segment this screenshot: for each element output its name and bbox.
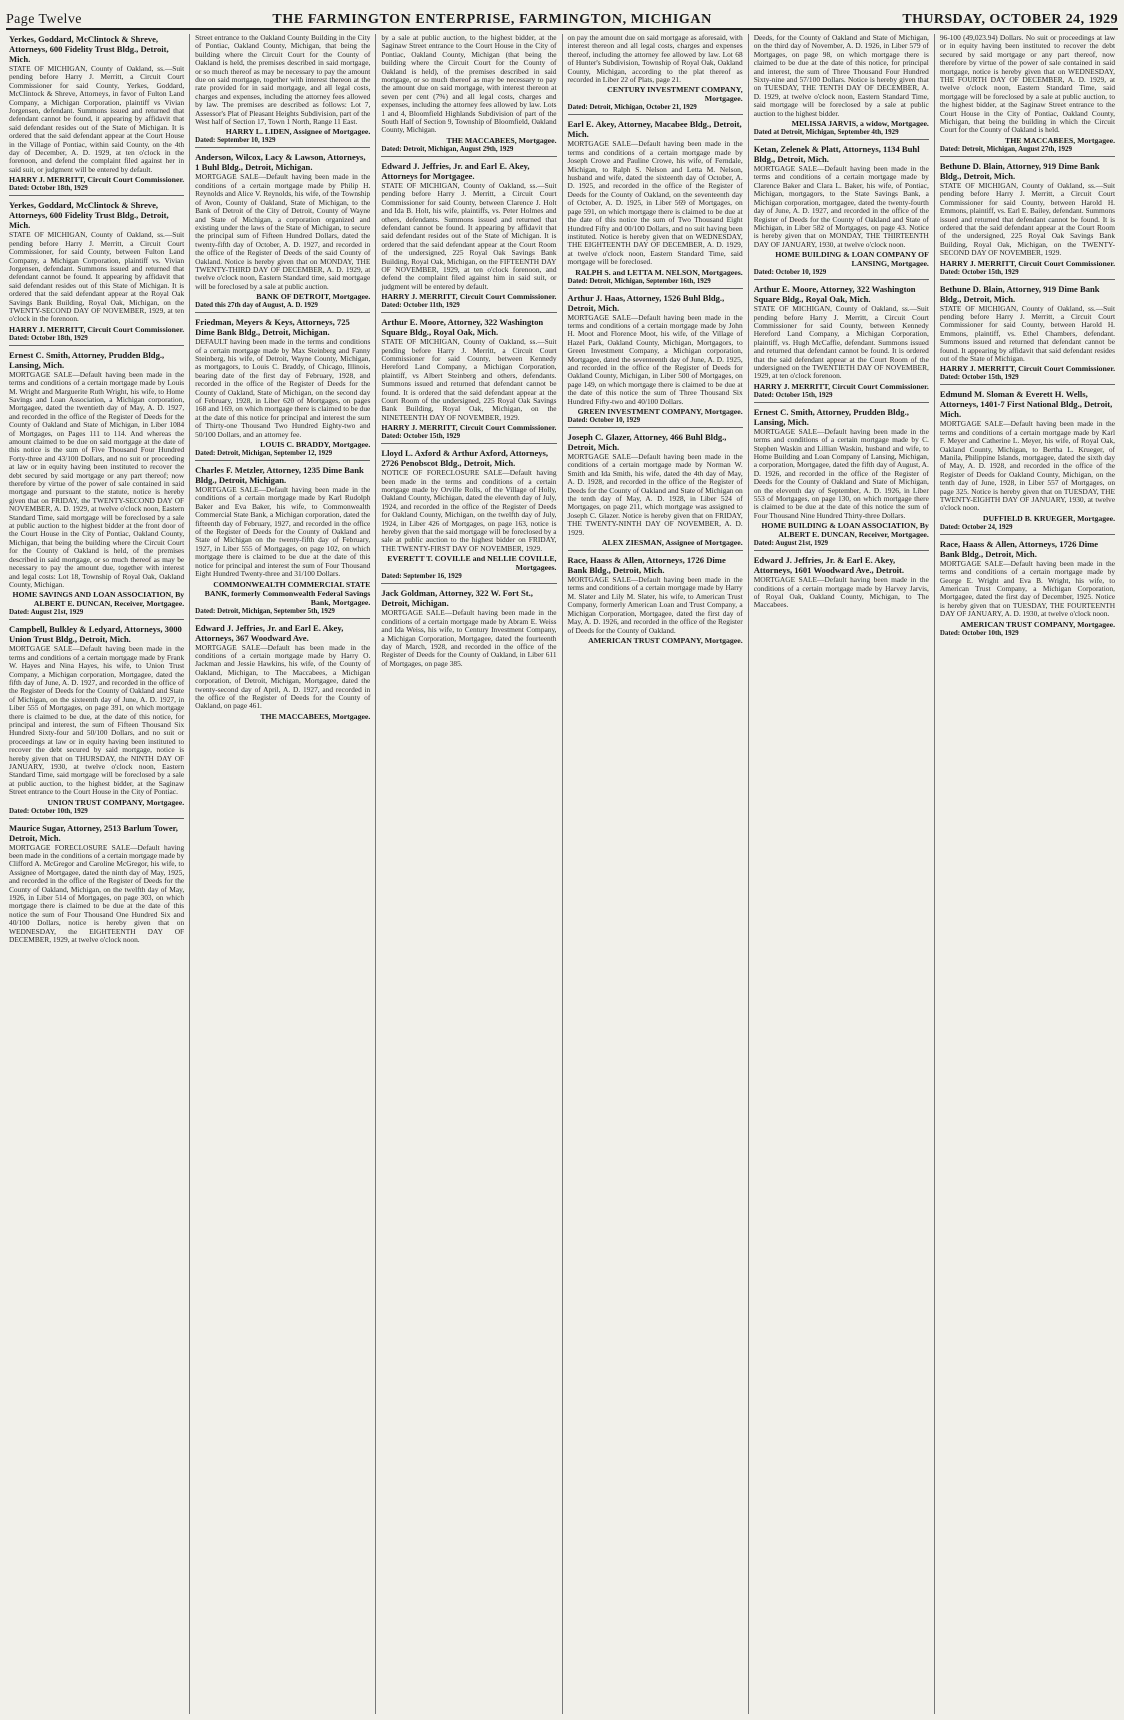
notice-date: Dated: Detroit, Michigan, September 12, 1929 [195, 449, 333, 458]
notice-body: 96-100 (49,023.94) Dollars. No suit or proceedings at law or in equity having been instituted to recover the debt secured by said mortgage or any part thereof, now therefore by virtue of the power of sale contained in said mortgage, notice is hereby given that on WEDNESDAY, THE FOURTH DAY OF DECEMBER, A. D. 1929, at twelve o'clock noon, Eastern Standard Time, said mortgage will be foreclosed by a sale at public auction, to the highest bidder, at the Saginaw Street entrance to the Court House in the City of Pontiac, Oakland County, Michigan, that being the building in which the Circuit Court for the County of Oakland is held. [939, 34, 1116, 135]
notice-body: MORTGAGE SALE—Default has been made in the conditions of a certain mortgage made by Harry O. Jackman and Jessie Hawkins, his wife, of the County of Oakland, Michigan, to The Maccabees, a Michigan corporation, of Detroit, Michigan, Mortgagee, dated the twenty-second day of April, A. D. 1927, and recorded in the office of the Register of Deeds for the County of Oakland, on page 461. [195, 642, 371, 711]
notice-signature: ALEX ZIESMAN, Assignee of Mortgagee. [601, 538, 743, 548]
notice-heading: Charles F. Metzler, Attorney, 1235 Dime Bank Bldg., Detroit, Michigan. [195, 465, 364, 486]
notice-date: Dated: October 18th, 1929 [9, 333, 88, 342]
notice-signature: RALPH S. and LETTA M. NELSON, Mortgagees. [575, 267, 743, 277]
notice-date: Dated: October 10, 1929 [567, 416, 641, 424]
legal-notice [754, 284, 929, 403]
notice-date: Dated: September 16, 1929 [381, 572, 462, 581]
notice-signature: HARRY J. MERRITT, Circuit Court Commissioner. [9, 324, 185, 334]
notice-heading: Edward J. Jeffries, Jr. & Earl E. Akey, Attorneys, 1601 Woodward Ave., Detroit. [753, 555, 905, 576]
legal-notice [940, 34, 1115, 157]
notice-heading: Ernest C. Smith, Attorney, Prudden Bldg., Lansing, Mich. [753, 406, 909, 427]
notice-signature: MELISSA JARVIS, a widow, Mortgagee. [791, 119, 929, 129]
notice-body: MORTGAGE SALE—Default having been made in the terms and conditions of a certain mortgage made by John H. Moot and Florence Moot, his wife, of the Village of Hazel Park, Oakland County, Michigan, Mortgagors, to Green Investment Company, a Michigan corporation, Mortgagee, dated the seventeenth day of June, A. D. 1925, and recorded in the office of the Register of Deeds for Oakland County, Michigan, in Liber 500 of Mortgages, on page 149, on which mortgage there is claimed to be due at the date of this notice the sum of Three Thousand Six Hundred Fifty-two and 40/100 Dollars. [567, 312, 743, 406]
notice-signature: HOME SAVINGS AND LOAN ASSOCIATION, By ALBERT E. DUNCAN, Receiver, Mortgagee. [12, 590, 185, 609]
legal-notice [568, 34, 743, 115]
legal-notice [940, 161, 1115, 280]
notice-date: Dated: Detroit, Michigan, September 5th, 1929 [195, 606, 335, 615]
legal-notice [568, 555, 743, 648]
notice-heading: Race, Haass & Allen, Attorneys, 1726 Dime Bank Bldg., Detroit, Mich. [939, 538, 1099, 559]
notice-body: MORTGAGE FORECLOSURE SALE—Default having been made in the conditions of a certain mortgage made by Clifford A. McGregor and Caroline McGregor, his wife, to Assignee of Mortgagee, dated the ninth day of May, 1925, and recorded in the office of the Register of Deeds for the County of Oakland, Michigan, on the twelfth day of May, 1926, in Liber 514 of Mortgages, on page 303, on which mortgage there is claimed to be due at the date of this notice the sum of Four Thousand One Hundred Six and 40/100 Dollars, notice is hereby given that on WEDNESDAY, the EIGHTEENTH DAY OF DECEMBER, 1929, at twelve o'clock noon. [9, 842, 185, 945]
notice-date: Dated: October 10th, 1929 [9, 806, 88, 815]
notice-date: Dated: Detroit, Michigan, October 21, 1929 [567, 103, 697, 112]
notice-signature: UNION TRUST COMPANY, Mortgagee. [47, 797, 185, 807]
legal-notice [940, 284, 1115, 386]
notice-signature: THE MACCABEES, Mortgagee. [1005, 135, 1116, 145]
notice-heading: Maurice Sugar, Attorney, 2513 Barlum Tower, Detroit, Mich. [9, 822, 178, 843]
legal-notice [754, 555, 929, 613]
notice-heading: Lloyd L. Axford & Arthur Axford, Attorneys, 2726 Penobscot Bldg., Detroit, Mich. [381, 448, 549, 469]
legal-notice [9, 200, 184, 345]
notice-body: MORTGAGE SALE—Default having been made in the terms and conditions of a certain mortgage made by Harry M. Slater and Lily M. Slater, his wife, to American Trust Company, formerly American Loan and Trust Company, a Michigan Corporation, Mortgagee, dated the first day of May, A. D. 1926, and recorded in the office of the Register of Deeds for the County of Oakland. [567, 575, 743, 635]
notice-date: Dated: October 24, 1929 [939, 522, 1013, 531]
notice-body: STATE OF MICHIGAN, County of Oakland, ss.—Suit pending before Harry J. Merritt, a Circuit Court Commissioner for said County, between Harold H. Emmons, plaintiff, vs. Earl E. Bailey, defendant. Summons issued and returned that defendant cannot be found. It is ordered that the said defendant appear at the Court Room of the undersigned, 225 Royal Oak Savings Bank Building, Royal Oak, Michigan, on the TWENTY-SECOND DAY OF NOVEMBER, 1929. [939, 180, 1116, 258]
notice-heading: Edward J. Jeffries, Jr. and Earl E. Akey, Attorneys for Mortgagee. [381, 160, 530, 181]
notice-heading: Bethune D. Blain, Attorney, 919 Dime Bank Bldg., Detroit, Mich. [939, 283, 1100, 304]
legal-notice [381, 588, 556, 671]
notice-date: Dated: Detroit, Michigan, August 27th, 1929 [939, 144, 1072, 153]
notice-date: Dated at Detroit, Michigan, September 4th, 1929 [753, 128, 899, 137]
notice-signature: HOME BUILDING & LOAN COMPANY OF LANSING, Mortgagee. [775, 250, 929, 269]
legal-notice [9, 350, 184, 621]
legal-notice [195, 34, 370, 148]
notice-body: Street entrance to the Oakland County Building in the City of Pontiac, Oakland County, Michigan, that being the building where the Circuit Court for the County of Oakland is held, the premises described in said mortgage, or so much thereof as may be necessary to pay the amount due on said mortgage, together with interest thereon at the rate provided for in said mortgage, and all legal costs, charges and expenses, including the attorney fees allowed by law. The premises are described as follows: Lot 7, Assessor's Plat of Pleasant Heights Subdivision, part of the West half of Section 17, Town 1 North, Range 11 East. [195, 34, 371, 127]
column-4 [563, 34, 749, 1714]
notice-body: MORTGAGE SALE—Default having been made in the terms and conditions of a certain mortgage made by Clarence Baker and Clara L. Baker, his wife, of Pontiac, Michigan, mortgagors, to the State Savings Bank, a Michigan corporation, mortgagee, dated the twenty-fourth day of June, A. D. 1927, and recorded in the office of the Register of Deeds for the County of Oakland and State of Michigan, in Liber 582 of Mortgages, on page 43. Notice is hereby given that on MONDAY, THE THIRTEENTH DAY OF JANUARY, 1930, at twelve o'clock noon. [753, 164, 929, 249]
column-5 [749, 34, 935, 1714]
notice-signature: HARRY J. MERRITT, Circuit Court Commissioner. [753, 381, 929, 391]
notice-signature: COMMONWEALTH COMMERCIAL STATE BANK, formerly Commonwealth Federal Savings Bank, Mortgagee. [204, 579, 371, 607]
notice-date: Dated: Detroit, Michigan, August 29th, 1929 [381, 144, 514, 153]
notice-signature: AMERICAN TRUST COMPANY, Mortgagee. [588, 635, 743, 645]
column-3 [376, 34, 562, 1714]
notice-heading: Arthur J. Haas, Attorney, 1526 Buhl Bldg., Detroit, Mich. [567, 292, 725, 313]
notice-signature: HARRY L. LIDEN, Assignee of Mortgagee. [225, 127, 371, 137]
legal-notice [754, 34, 929, 140]
notice-body: by a sale at public auction, to the highest bidder, at the Saginaw Street entrance to the Court House in the City of Pontiac, Oakland County, Michigan (that being the building where the Circuit Court for the County of Oakland is held), of the premises described in said mortgage, or so much thereof as may be necessary to pay the amount due on said mortgage, with interest thereon at seven per cent (7%) and all legal costs, charges and expenses, including the attorney fees allowed by law. Lots 1 and 4, Bloomfield Highlands Subdivision of part of the South Half of Section 9, Township of Bloomfield, Oakland County, Michigan. [381, 34, 557, 135]
notice-date: Dated: Detroit, Michigan, September 16th, 1929 [567, 276, 711, 285]
notice-body: MORTGAGE SALE—Default having been made in the conditions of a certain mortgage made by Abram E. Weiss and Ida Weiss, his wife, to Century Investment Company, a Michigan Corporation, Mortgagee, dated the fourteenth day of March, 1928, and recorded in the office of the Register of Deeds for the County of Oakland, in Liber 611 of Mortgages, on page 385. [381, 608, 557, 668]
legal-notice [381, 34, 556, 157]
notice-signature: AMERICAN TRUST COMPANY, Mortgagee. [960, 619, 1116, 629]
column-1 [4, 34, 190, 1714]
legal-notice [568, 293, 743, 428]
notice-body: MORTGAGE SALE—Default having been made in the conditions of a certain mortgage made by Karl Rudolph Baker and Eva Baker, his wife, to Commonwealth Commercial State Bank, a Michigan corporation, dated the fifteenth day of February, 1927, and recorded in the office of the Register of Deeds for the County of Oakland and State of Michigan on the twenty-fifth day of February, 1927, in Liber 555 of Mortgages, on page 102, on which mortgage there is claimed to be due at the date of this notice for principal and interest the sum of Four Thousand Eight Hundred Twenty-three and 31/100 Dollars. [195, 485, 371, 579]
notice-body: DEFAULT having been made in the terms and conditions of a certain mortgage made by Max Steinberg and Fanny Steinberg, his wife, of Detroit, Wayne County, Michigan, as mortgagors, to Louis C. Braddy, of Chicago, Illinois, bearing date of the first day of February, 1928, and recorded in the office of the Register of Deeds for the County of Oakland, State of Michigan, on the second day of February, 1928, in Liber 620 of Mortgages, on pages 168 and 169, on which mortgage there is claimed to be due at the date of this notice for principal and interest the sum of Thirty-one Thousand Two Hundred Eighty-two and 50/100 Dollars, and an attorney fee. [195, 337, 371, 439]
legal-notice [568, 119, 743, 288]
legal-notice [940, 539, 1115, 640]
notice-heading: Edmund M. Sloman & Everett H. Wells, Attorneys, 1401-7 First National Bldg., Detroit, Mich. [939, 389, 1113, 420]
notice-heading: Arthur E. Moore, Attorney, 322 Washington Square Bldg., Royal Oak, Mich. [753, 284, 916, 305]
notice-body: STATE OF MICHIGAN, County of Oakland, ss.—Suit pending before Harry J. Merritt, a Circuit Court Commissioner for said County, between Harold H. Emmons, plaintiff, vs. Ethel Chambers, defendant. Summons issued and returned that defendant cannot be found. It appearing by affidavit that said defendant resides out of the State of Michigan. [939, 303, 1116, 363]
notice-heading: Yerkes, Goddard, McClintock & Shreve, Attorneys, 600 Fidelity Trust Bldg., Detroit, Mich. [9, 200, 169, 231]
notice-heading: Ernest C. Smith, Attorney, Prudden Bldg., Lansing, Mich. [9, 349, 165, 370]
notice-signature: HARRY J. MERRITT, Circuit Court Commissioner. [9, 175, 185, 185]
notice-body: MORTGAGE SALE—Default having been made in the terms and conditions of a certain mortgage made by Louis M. Wright and Marguerite Ruth Wright, his wife, to Home Savings and Loan Association, a Michigan corporation, Mortgagee, dated the twentieth day of May, A. D. 1927, and recorded in the office of the Register of Deeds for the County of Oakland and State of Michigan, in Liber 1084 of Mortgages, on Pages 111 to 114. And whereas the amount claimed to be due on said mortgage at the date of this notice is the sum of Five Thousand Four Hundred Forty-three and 43/100 Dollars, and no suit or proceeding at law or in equity having been instituted to recover the debt secured by said mortgage or any part thereof; now therefore by virtue of the power of sale contained in said mortgage and pursuant to the statute, notice is hereby given that on FRIDAY, the TWENTY-SECOND DAY OF NOVEMBER, A. D. 1929, at twelve o'clock noon, Eastern Standard Time, said mortgage will be foreclosed by a sale at public auction to the highest bidder at the front door of the Court House in the City of Pontiac, Oakland County, Michigan, that being the building where the Circuit Court for the County of Oakland is held, of the premises described in said mortgage, or so much thereof as may be necessary to pay the amount due, together with interest and legal costs: Lot 18, Township of Royal Oak, Oakland County, Michigan. [9, 369, 185, 589]
notice-heading: Campbell, Bulkley & Ledyard, Attorneys, 3000 Union Trust Bldg., Detroit, Mich. [9, 624, 182, 645]
notice-signature: EVERETT T. COVILLE and NELLIE COVILLE, Mortgagees. [387, 554, 557, 573]
notice-signature: HARRY J. MERRITT, Circuit Court Commissioner. [381, 423, 557, 433]
notice-date: Dated: August 21st, 1929 [9, 608, 84, 617]
legal-notices-columns [4, 34, 1120, 1714]
notice-body: MORTGAGE SALE—Default having been made in the terms and conditions of a certain mortgage made by Joseph Crowe and Pauline Crowe, his wife, of Ferndale, Michigan, to Ralph S. Nelson and Letta M. Nelson, husband and wife, dated the sixteenth day of October, A. D. 1925, and recorded in the office of the Register of Deeds for the County of Oakland, on the seventeenth day of October, A. D. 1925, in Liber 569 of Mortgages, on page 591, on which mortgage there is claimed to be due at the date of this notice the sum of Two Thousand Eight Hundred Fifty and 00/100 Dollars, and no suit having been instituted. Notice is hereby given that on WEDNESDAY, THE EIGHTEENTH DAY OF DECEMBER, A. D. 1929, at twelve o'clock noon, Eastern Standard Time, said mortgage will be foreclosed. [567, 139, 743, 267]
notice-body: NOTICE OF FORECLOSURE SALE—Default having been made in the terms and conditions of a certain mortgage made by Orville Rolls, of the Village of Holly, Oakland County, Michigan, dated the eleventh day of July, 1924, and recorded in the office of the Register of Deeds for Oakland County, Michigan, on the twelfth day of July, 1924, in Liber 426 of Mortgages, on page 163, notice is hereby given that the said mortgage will be foreclosed by a sale at public auction to the highest bidder on FRIDAY, THE TWENTY-FIRST DAY OF NOVEMBER, 1929. [381, 468, 557, 553]
column-6 [935, 34, 1120, 1714]
notice-body: MORTGAGE SALE—Default having been made in the conditions of a certain mortgage made by Harvey Jarvis, of Royal Oak, Oakland County, Michigan, to The Maccabees. [753, 575, 929, 610]
column-2 [190, 34, 376, 1714]
notice-signature: THE MACCABEES, Mortgagee. [260, 711, 371, 721]
notice-body: MORTGAGE SALE—Default having been made in the conditions of a certain mortgage made by Norman W. Smith and Ida Smith, his wife, dated the 4th day of May, A. D. 1928, and recorded in the office of the Register of Deeds for the County of Oakland and State of Michigan on the tenth day of May, A. D. 1928, in Liber 524 of Mortgages, on page 211, which mortgage was assigned to Joseph C. Glazer. Notice is hereby given that on FRIDAY, THE TWENTY-NINTH DAY OF NOVEMBER, A. D. 1929. [567, 452, 743, 537]
notice-date: Dated: October 18th, 1929 [9, 184, 88, 193]
notice-body: MORTGAGE SALE—Default having been made in the terms and conditions of a certain mortgage made by George E. Wright and Eva B. Wright, his wife, to American Trust Company, a Michigan Corporation, Mortgagee, dated the first day of December, 1925. Notice is hereby given that on TUESDAY, THE FOURTEENTH DAY OF JANUARY, A. D. 1930, at twelve o'clock noon. [939, 558, 1116, 619]
legal-notice [195, 152, 370, 313]
legal-notice [568, 432, 743, 551]
notice-date: Dated: October 15th, 1929 [939, 267, 1019, 276]
notice-heading: Earl E. Akey, Attorney, Macabee Bldg., Detroit, Mich. [567, 119, 742, 140]
notice-date: Dated this 27th day of August, A. D. 1929 [195, 301, 318, 310]
notice-signature: BANK OF DETROIT, Mortgagee. [256, 292, 371, 302]
legal-notice [381, 317, 556, 444]
notice-signature: HARRY J. MERRITT, Circuit Court Commissioner. [939, 258, 1116, 268]
page-label: Page Twelve [6, 12, 82, 27]
legal-notice [9, 823, 184, 948]
legal-notice [754, 144, 929, 280]
notice-body: STATE OF MICHIGAN, County of Oakland, ss.—Suit pending before Harry J. Merritt, a Circuit Court Commissioner for said County, between Kennedy Hereford Land Company, a Michigan Corporation, plaintiff, vs. Hugh McCaffie, defendant. Summons issued and returned that defendant cannot be found. It is ordered that the said defendant appear at the Court Room of the undersigned on the TWENTIETH DAY OF NOVEMBER, 1929, at ten o'clock forenoon. [753, 304, 929, 381]
notice-date: Dated: October 10, 1929 [753, 268, 827, 277]
notice-date: Dated: August 21st, 1929 [753, 539, 828, 548]
legal-notice [195, 317, 370, 461]
notice-signature: HARRY J. MERRITT, Circuit Court Commissioner. [939, 364, 1116, 374]
notice-heading: Arthur E. Moore, Attorney, 322 Washington Square Bldg., Royal Oak, Mich. [381, 317, 544, 338]
legal-notice [754, 407, 929, 551]
masthead [6, 2, 1118, 30]
legal-notice [9, 34, 184, 196]
notice-date: Dated: October 10th, 1929 [939, 628, 1019, 637]
notice-body: MORTGAGE SALE—Default having been made in the terms and conditions of a certain mortgage made by Frank W. Hayes and Nina Hayes, his wife, to Union Trust Company, a Michigan corporation, Mortgagee, dated the fifth day of June, A. D. 1927, and recorded in the office of the Register of Deeds for the County of Oakland and State of Michigan, on the sixteenth day of June, A. D. 1927, in Liber 555 of Mortgages, on page 391, on which mortgage there is claimed to be due, at the date of this notice, for principal and interest, the sum of Fifteen Thousand Six Hundred Sixty-four and 50/100 Dollars, and no suit or proceedings at law or in equity having been instituted to recover the debt secured by said mortgage, notice is hereby given that on THURSDAY, the NINTH DAY OF JANUARY, 1930, at twelve o'clock noon, Eastern Standard Time, said mortgage will be foreclosed by a sale at public auction, to the highest bidder, at the Saginaw Street entrance to the Court House in the City of Pontiac. [9, 644, 185, 797]
notice-heading: Race, Haass & Allen, Attorneys, 1726 Dime Bank Bldg., Detroit, Mich. [567, 555, 726, 576]
notice-date: Dated: September 10, 1929 [195, 136, 276, 145]
notice-heading: Bethune D. Blain, Attorney, 919 Dime Bank Bldg., Detroit, Mich. [939, 160, 1100, 181]
notice-heading: Jack Goldman, Attorney, 322 W. Fort St., Detroit, Michigan. [381, 588, 533, 609]
notice-signature: HOME BUILDING & LOAN ASSOCIATION, By ALBERT E. DUNCAN, Receiver, Mortgagee. [761, 521, 929, 540]
notice-signature: GREEN INVESTMENT COMPANY, Mortgagee. [577, 407, 743, 416]
notice-date: Dated: October 15th, 1929 [939, 373, 1019, 382]
notice-date: Dated: October 15th, 1929 [381, 432, 461, 441]
notice-body: STATE OF MICHIGAN, County of Oakland, ss.—Suit pending before Harry J. Merritt, a Circuit Court Commissioner for said County, Yerkes, Goddard, McClintock & Shreve, Attorneys, in favor of Fulton Land Company, a Michigan Corporation, plaintiff vs Vivian Jorgensen, defendant. Summons issued and returned that defendant cannot be found, it appearing by affidavit that said defendant resides out of the State of Michigan. It is ordered that the said defendant appear at the Court House in the Village of Pontiac, within said County, on the 4th day of December, A. D. 1929, at ten o'clock in the forenoon, and defend the complaint filed against her in said suit, or judgment will be entered by default. [9, 64, 185, 174]
notice-signature: DUFFIELD B. KRUEGER, Mortgagee. [982, 513, 1116, 523]
notice-body: MORTGAGE SALE—Default having been made in the terms and conditions of a certain mortgage made by C. Stephen Waskin and Lillian Waskin, husband and wife, to Home Building and Loan Company of Lansing, Michigan, a corporation, Mortgagee, dated the fifth day of August, A. D. 1926, and recorded in the office of the Register of Deeds for the County of Oakland and State of Michigan, on the eleventh day of September, A. D. 1926, in Liber 553 of Mortgages, on page 130, on which mortgage there is claimed to be due at the date of this notice the sum of Four Thousand Nine Hundred Thirty-three Dollars. [753, 426, 929, 520]
legal-notice [195, 623, 370, 724]
notice-body: MORTGAGE SALE—Default having been made in the conditions of a certain mortgage made by Philip H. Reynolds and Alice V. Reynolds, his wife, of the Township of Avon, County of Oakland, State of Michigan, to the Bank of Detroit of the City of Detroit, County of Wayne and State of Michigan, a corporation organized and existing under the laws of the State of Michigan, to secure the principal sum of Fifteen Hundred Dollars, dated the twenty-fifth day of October, A. D. 1927, and recorded in the office of the Register of Deeds of the said County of Oakland. Notice is hereby given that on MONDAY, THE TWENTY-THIRD DAY OF DECEMBER, A. D. 1929, at twelve o'clock noon, Eastern Standard time, said mortgage will be foreclosed by a sale at public auction. [195, 172, 371, 291]
notice-body: STATE OF MICHIGAN, County of Oakland, ss.—Suit pending before Harry J. Merritt, a Circuit Court Commissioner for said County, between Kennedy Hereford Land Company, a Michigan Corporation, plaintiff, vs Albert Steinberg and others, defendants. Summons issued and returned that defendant cannot be found. It is ordered that the said defendant appear at the Court Room of the undersigned, 225 Royal Oak Savings Bank Building, Royal Oak, Michigan, on the NINETEENTH DAY OF NOVEMBER, 1929. [381, 337, 557, 422]
notice-heading: Ketan, Zelenek & Platt, Attorneys, 1134 Buhl Bldg., Detroit, Mich. [753, 144, 920, 165]
notice-body: MORTGAGE SALE—Default having been made in the terms and conditions of a certain mortgage made by Karl F. Meyer and Catherine L. Meyer, his wife, of Royal Oak, Oakland County, Michigan, to Bertha L. Krueger, of Manila, Philippine Islands, mortgagee, dated the sixth day of May, A. D. 1928, and recorded in the office of the Register of Deeds for Oakland County, Michigan, on the tenth day of June, 1928, in Liber 557 of Mortgages, on page 325. Notice is hereby given that on TUESDAY, THE TWENTY-EIGHTH DAY OF JANUARY, 1930, at twelve o'clock noon. [939, 419, 1116, 513]
newspaper-title: THE FARMINGTON ENTERPRISE, FARMINGTON, MICHIGAN [272, 12, 712, 27]
notice-body: Deeds, for the County of Oakland and State of Michigan, on the third day of November, A. D. 1926, in Liber 579 of Mortgages, on page 98, on which mortgage there is claimed to be due at the date of this notice, for principal and interest, the sum of Three Thousand Four Hundred Sixty-nine and 57/100 Dollars. Notice is hereby given that on TUESDAY, THE TENTH DAY OF DECEMBER, A. D. 1929, at twelve o'clock noon, Eastern Standard Time, said mortgage will be foreclosed by a sale at public auction to the highest bidder. [753, 34, 929, 118]
notice-signature: THE MACCABEES, Mortgagee. [446, 135, 557, 145]
legal-notice [940, 389, 1115, 534]
notice-heading: Yerkes, Goddard, McClintock & Shreve, Attorneys, 600 Fidelity Trust Bldg., Detroit, Mich. [9, 34, 169, 64]
notice-date: Dated: October 11th, 1929 [381, 301, 460, 310]
notice-date: Dated: October 15th, 1929 [753, 390, 833, 399]
notice-body: STATE OF MICHIGAN, County of Oakland, ss.—Suit pending before Harry J. Merritt, a Circuit Court Commissioner, for said County, between Fulton Land Company, a Michigan Corporation, plaintiff vs. Vivian Jorgensen, defendant. Summons issued and returned that defendant cannot be found. It appearing by affidavit that said defendant resides out of this State of Michigan. It is ordered that the said defendant appear at the Royal Oak Savings Bank Building, Royal Oak, Michigan, on the TWENTY-SECOND DAY OF NOVEMBER, 1929, at ten o'clock in the forenoon. [9, 230, 185, 324]
notice-heading: Friedman, Meyers & Keys, Attorneys, 725 Dime Bank Bldg., Detroit, Michigan. [195, 317, 350, 338]
notice-heading: Anderson, Wilcox, Lacy & Lawson, Attorneys, 1 Buhl Bldg., Detroit, Michigan. [195, 152, 366, 173]
legal-notice [381, 448, 556, 584]
notice-signature: HARRY J. MERRITT, Circuit Court Commissioner. [381, 292, 557, 302]
legal-notice [381, 161, 556, 313]
legal-notice [9, 624, 184, 818]
notice-body: STATE OF MICHIGAN, County of Oakland, ss.—Suit pending before Harry J. Merritt, a Circuit Court Commissioner for said County, between Clarence J. Holt and Ida B. Holt, his wife, plaintiffs, vs. Peter Holmes and others, defendants. Summons issued and returned that defendant cannot be found. It appearing by affidavit that said defendant resides out of the State of Michigan. It is ordered that the said defendant appear at the Court Room of the undersigned, 225 Royal Oak Savings Bank Building, Royal Oak, Michigan, on the FIFTEENTH DAY OF NOVEMBER, 1929, at ten o'clock forenoon, and defend the complaint filed against him in said suit, or judgment will be entered by default. [381, 180, 557, 291]
notice-signature: CENTURY INVESTMENT COMPANY, Mortgagee. [607, 85, 743, 104]
legal-notice [195, 465, 370, 618]
issue-date: THURSDAY, OCTOBER 24, 1929 [902, 12, 1118, 27]
notice-heading: Joseph C. Glazer, Attorney, 466 Buhl Bldg., Detroit, Mich. [567, 432, 727, 452]
notice-heading: Edward J. Jeffries, Jr. and Earl E. Akey, Attorneys, 367 Woodward Ave. [195, 622, 344, 643]
notice-signature: LOUIS C. BRADDY, Mortgagee. [260, 440, 371, 450]
notice-body: on pay the amount due on said mortgage as aforesaid, with interest thereon and all legal costs, charges and expenses thereof, including the attorney fee allowed by law. Lot 68 of Hunter's Subdivision, Township of Royal Oak, Oakland County, Michigan, according to the plat thereof as recorded in Liber 22 of Plats, page 21. [567, 34, 743, 85]
